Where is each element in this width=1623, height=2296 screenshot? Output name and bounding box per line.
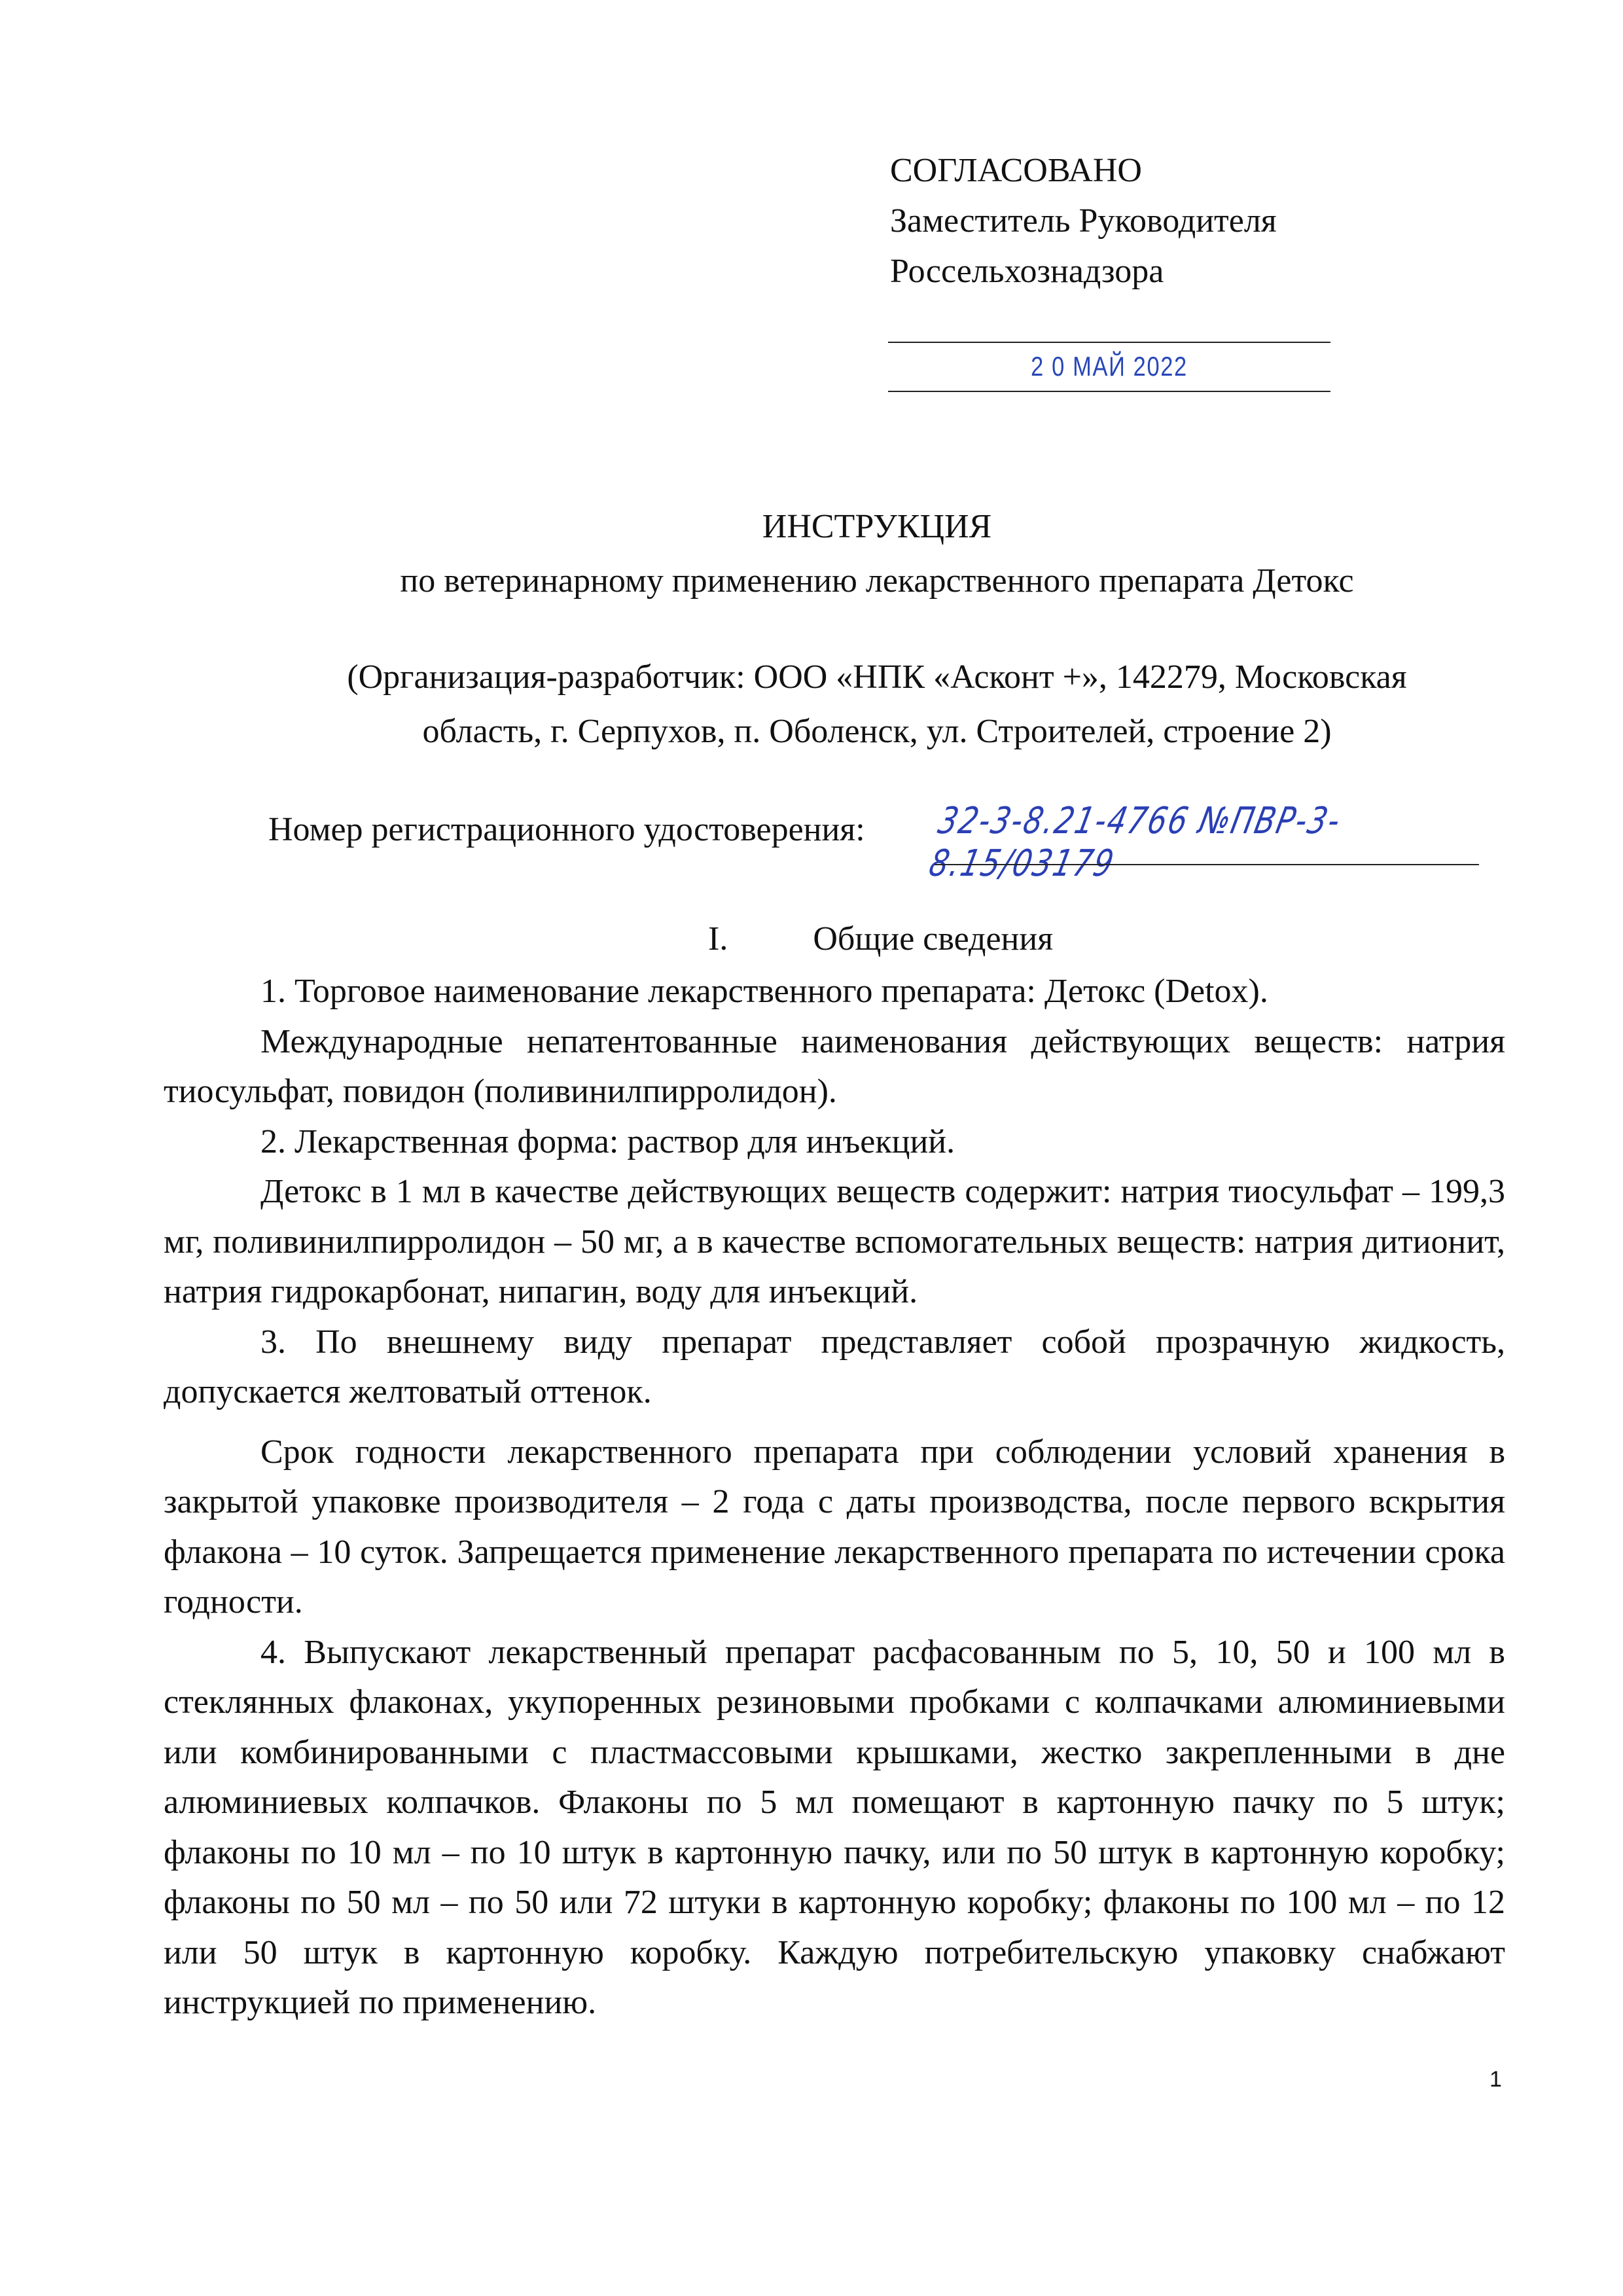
section-title: Общие сведения (813, 920, 1054, 958)
paragraph-trade-name: 1. Торговое наименование лекарственного препарата: Детокс (Detox). (260, 973, 1268, 1010)
approval-date-stamp: 2 0 МАЙ 2022 (1031, 351, 1188, 382)
document-body (164, 967, 1505, 2028)
section-heading (708, 920, 1053, 958)
document-subtitle: по ветеринарному применению лекарственного препарата Детокс (400, 562, 1354, 600)
paragraph-packaging: 4. Выпускают лекарственный препарат расфасованным по 5, 10, 50 и 100 мл в стеклянных флаконах, укупоренных резиновыми пробками с колпачками алюминиевыми или комбинированными с пластмассовыми крышками, жестко закрепленными в дне алюминиевых колпачков. Флаконы по 5 мл помещают в картонную пачку по 5 штук; флаконы по 10 мл – по 10 штук в картонную пачку, или по 50 штук в картонную коробку; флаконы по 50 мл – по 50 или 72 штуки в картонную коробку; флаконы по 100 мл – по 12 или 50 штук в картонную коробку. Каждую потребительскую упаковку снабжают инструкцией по применению. (164, 1633, 1505, 2021)
date-line (888, 391, 1330, 392)
page-number: 1 (1489, 2067, 1502, 2092)
paragraph-appearance: 3. По внешнему виду препарат представляет собой прозрачную жидкость, допускается желтоватый оттенок. (164, 1323, 1505, 1410)
organization-line-2: область, г. Серпухов, п. Оболенск, ул. Строителей, строение 2) (422, 713, 1332, 750)
document-title: ИНСТРУКЦИЯ (762, 508, 992, 545)
registration-label: Номер регистрационного удостоверения: (268, 811, 865, 848)
signature-line (888, 342, 1330, 343)
paragraph-shelf-life: Срок годности лекарственного препарата при соблюдении условий хранения в закрытой упаковке производителя – 2 года с даты производства, после первого вскрытия флакона – 10 суток. Запрещается применение лекарственного препарата по истечении срока годности. (164, 1433, 1505, 1621)
approval-position: Заместитель Руководителя (890, 202, 1277, 240)
registration-underline (935, 864, 1479, 865)
paragraph-dosage-form: 2. Лекарственная форма: раствор для инъекций. (260, 1122, 955, 1160)
section-number: I. (708, 920, 728, 958)
approval-heading: СОГЛАСОВАНО (890, 152, 1142, 189)
paragraph-inn: Международные непатентованные наименования действующих веществ: натрия тиосульфат, повидон (поливинилпирролидон). (164, 1022, 1505, 1110)
approval-agency: Россельхознадзора (890, 253, 1164, 290)
organization-line-1: (Организация-разработчик: ООО «НПК «Асконт +», 142279, Московская (347, 658, 1407, 696)
paragraph-composition: Детокс в 1 мл в качестве действующих веществ содержит: натрия тиосульфат – 199,3 мг, поливинилпирролидон – 50 мг, а в качестве вспомогательных веществ: натрия дитионит, натрия гидрокарбонат, нипагин, воду для инъекций. (164, 1173, 1505, 1310)
approval-block (890, 145, 1277, 296)
registration-number-handwritten: 32-3-8.21-4766 №ПВР-3-8.15/03179 (925, 800, 1346, 885)
